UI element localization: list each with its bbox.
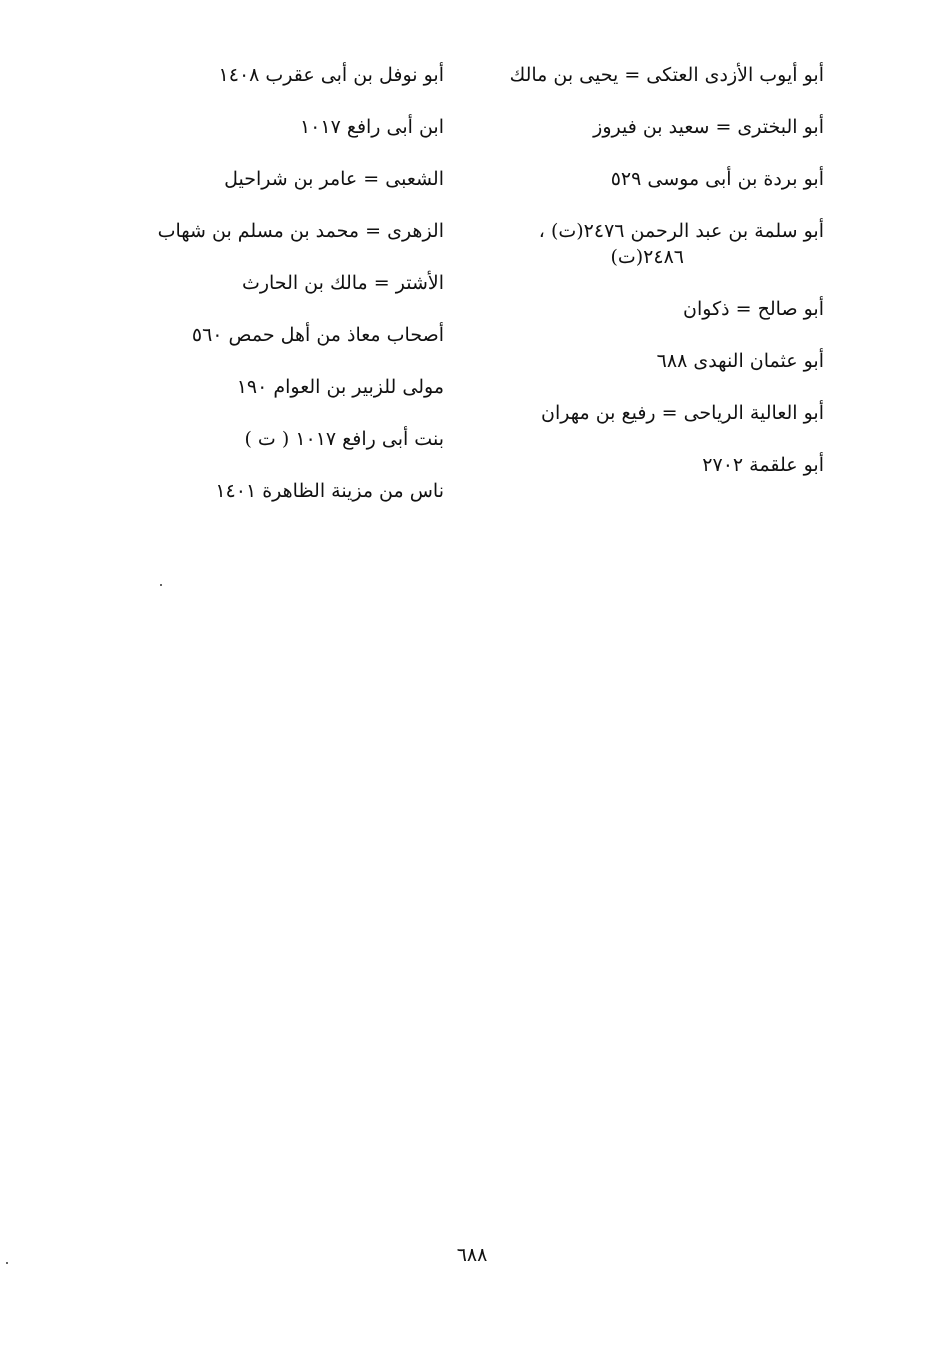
scan-speck xyxy=(160,584,162,586)
scan-speck xyxy=(6,1262,8,1264)
index-entry: ناس من مزينة الظاهرة ١٤٠١ xyxy=(215,480,444,502)
index-entry: أبو العالية الرياحى = رفيع بن مهران xyxy=(541,402,824,424)
index-entry: ابن أبى رافع ١٠١٧ xyxy=(299,116,444,138)
index-entry: أبو بردة بن أبى موسى ٥٢٩ xyxy=(610,168,824,190)
index-entry: أبو نوفل بن أبى عقرب ١٤٠٨ xyxy=(218,64,444,86)
page-number: ٦٨٨ xyxy=(456,1244,488,1266)
index-entry: مولى للزبير بن العوام ١٩٠ xyxy=(236,376,444,398)
index-entry: بنت أبى رافع ١٠١٧ ( ت ) xyxy=(244,428,444,450)
index-entry: أبو عثمان النهدى ٦٨٨ xyxy=(656,350,824,372)
index-entry xyxy=(484,218,824,270)
index-entry-text: أبو سلمة بن عبد الرحمن ٢٤٧٦(ت) ، xyxy=(538,220,824,242)
index-column-left xyxy=(154,62,444,530)
index-entry: أبو علقمة ٢٧٠٢ xyxy=(702,454,824,476)
index-entry: أبو صالح = ذكوان xyxy=(683,298,824,320)
index-entry: الشعبى = عامر بن شراحيل xyxy=(224,168,444,190)
index-entry: أبو أيوب الأزدى العتكى = يحيى بن مالك xyxy=(509,64,824,86)
index-entry-continuation: ٢٤٨٦(ت) xyxy=(610,246,684,268)
index-entry: الزهرى = محمد بن مسلم بن شهاب xyxy=(157,220,444,242)
index-entry: الأشتر = مالك بن الحارث xyxy=(241,272,444,294)
index-entry: أصحاب معاذ من أهل حمص ٥٦٠ xyxy=(191,324,444,346)
index-column-right xyxy=(484,62,824,504)
index-entry: أبو البخترى = سعيد بن فيروز xyxy=(593,116,824,138)
